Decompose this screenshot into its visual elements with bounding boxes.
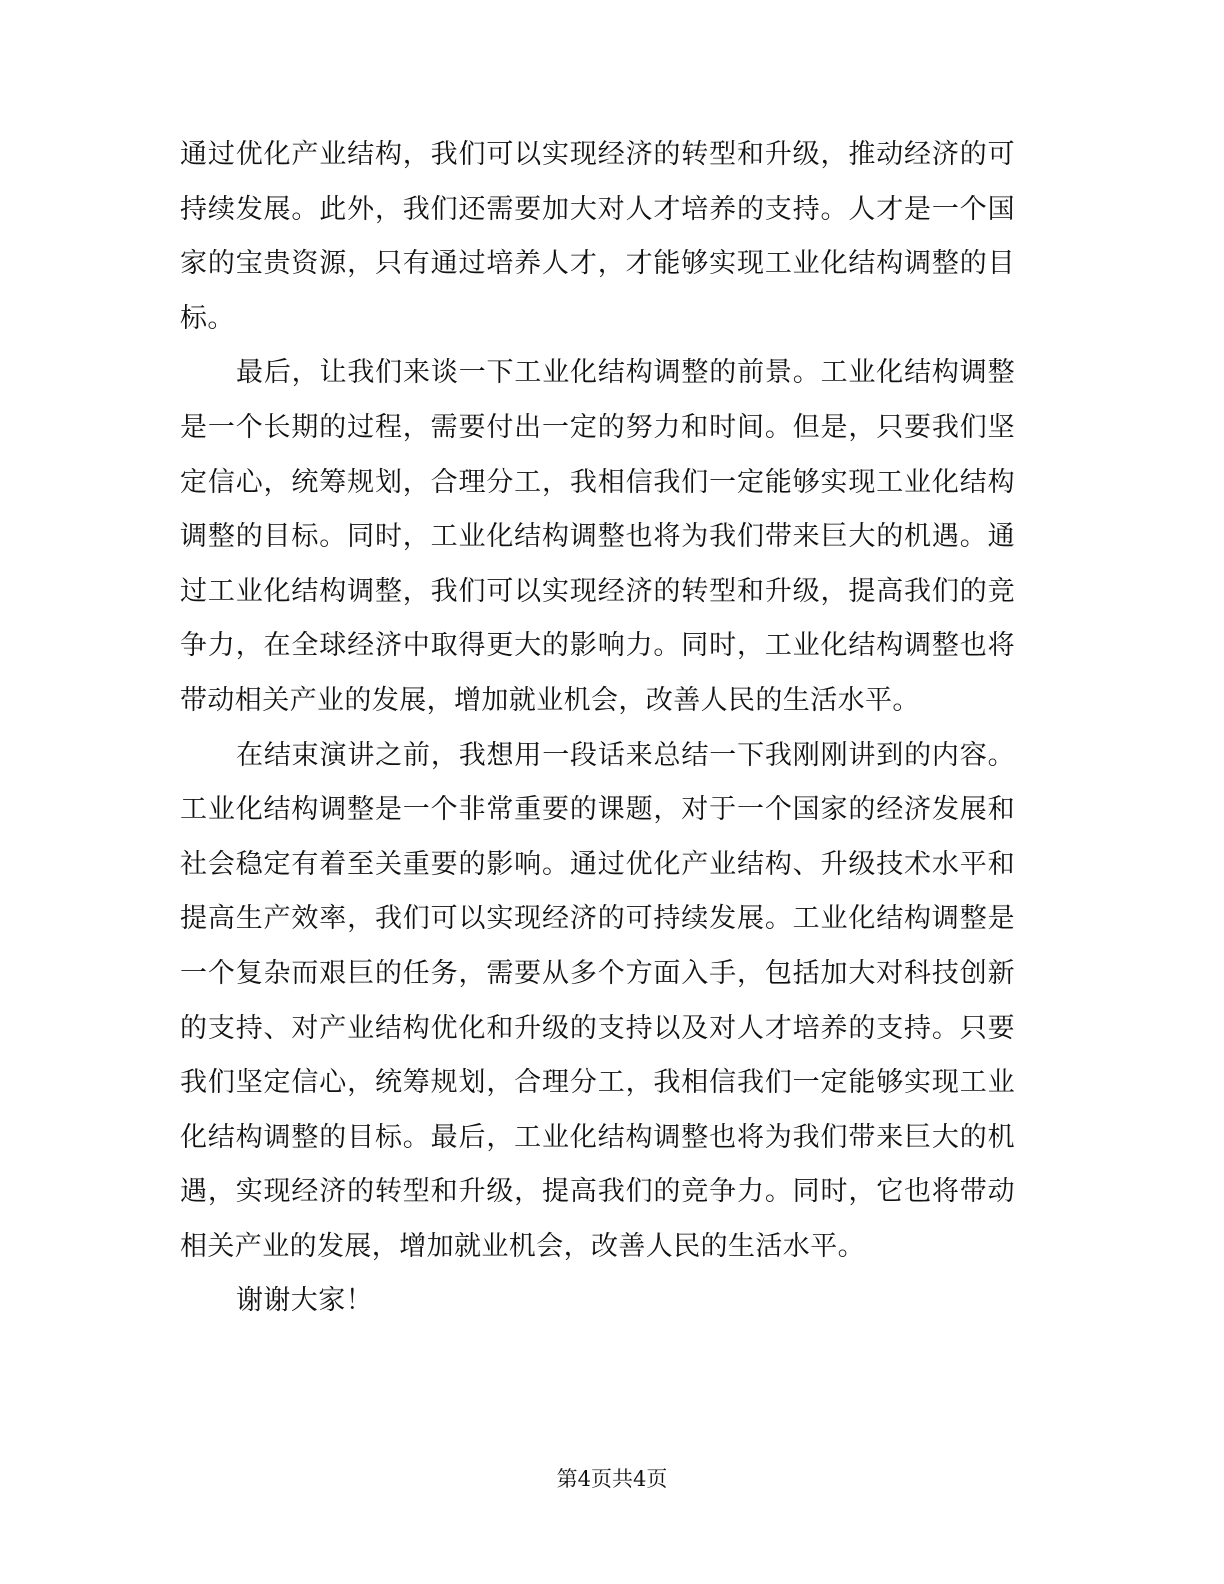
paragraph-prospects: 最后，让我们来谈一下工业化结构调整的前景。工业化结构调整是一个长期的过程，需要付出一定的努力和时间。但是，只要我们坚定信心，统筹规划，合理分工，我相信我们一定能够实现工业化结构调整的目标。同时，工业化结构调整也将为我们带来巨大的机遇。通过工业化结构调整，我们可以实现经济的转型和升级，提高我们的竞争力，在全球经济中取得更大的影响力。同时，工业化结构调整也将带动相关产业的发展，增加就业机会，改善人民的生活水平。 — [180, 357, 1015, 716]
document-body — [180, 128, 1015, 1329]
page-number-footer: 第4页共4页 — [556, 1467, 668, 1491]
paragraph-summary: 在结束演讲之前，我想用一段话来总结一下我刚刚讲到的内容。工业化结构调整是一个非常重要的课题，对于一个国家的经济发展和社会稳定有着至关重要的影响。通过优化产业结构、升级技术水平和提高生产效率，我们可以实现经济的可持续发展。工业化结构调整是一个复杂而艰巨的任务，需要从多个方面入手，包括加大对科技创新的支持、对产业结构优化和升级的支持以及对人才培养的支持。只要我们坚定信心，统筹规划，合理分工，我相信我们一定能够实现工业化结构调整的目标。最后，工业化结构调整也将为我们带来巨大的机遇，实现经济的转型和升级，提高我们的竞争力。同时，它也将带动相关产业的发展，增加就业机会，改善人民的生活水平。 — [180, 739, 1015, 1262]
paragraph-continuation: 通过优化产业结构，我们可以实现经济的转型和升级，推动经济的可持续发展。此外，我们还需要加大对人才培养的支持。人才是一个国家的宝贵资源，只有通过培养人才，才能够实现工业化结构调整的目标。 — [180, 139, 1015, 334]
paragraph-closing: 谢谢大家！ — [236, 1285, 373, 1317]
